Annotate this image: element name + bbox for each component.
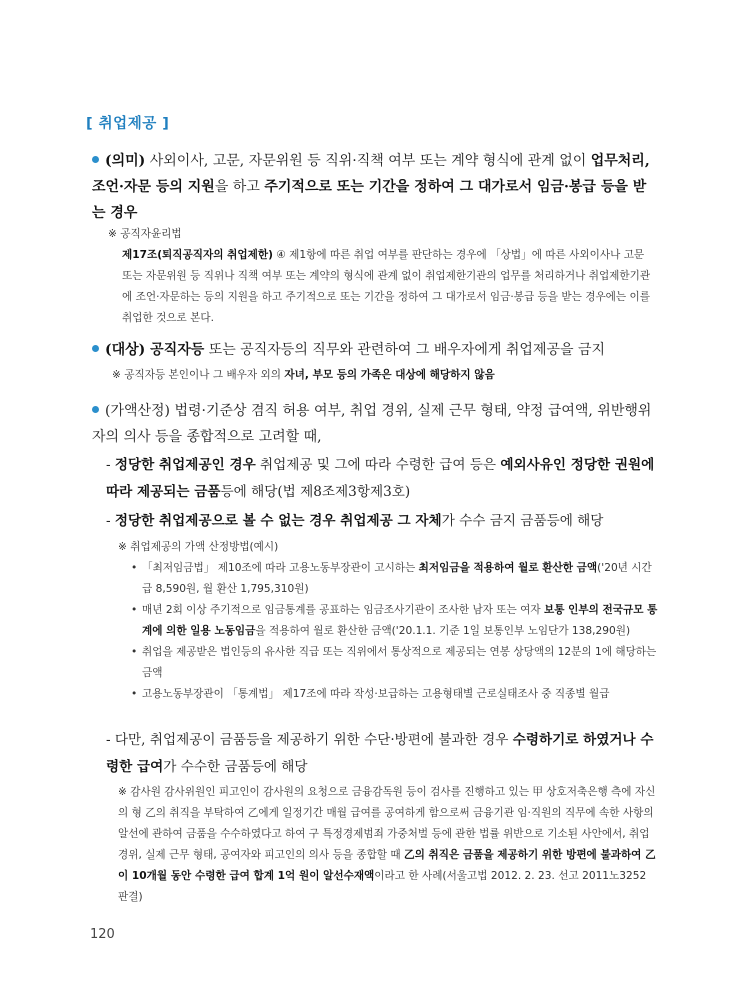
case-strong: 乙의 취직은 금품을 제공하기 위한 방편에 불과하여 乙이 10개월 동안 수령한 급여 합계 1억 원이 알선수재액: [118, 849, 656, 882]
law-label: ※ 공직자윤리법: [108, 228, 182, 240]
law-article-body: ④ 제1항에 따른 취업 여부를 판단하는 경우에 「상법」에 따른 사외이사나 고문 또는 자문위원 등 직위나 직책 여부 또는 계약의 형식에 관계 없이 취업제한기관의 업무를 처리하거나 취업제한기관에 조언·자문하는 등의 지원을 하고 주기적으로 또는 기간을 정하여 그 대가로서 임금·봉급 등을 받는 경우에는 이를 취업한 것으로 본다.: [122, 249, 651, 324]
dash-mark: -: [106, 732, 111, 748]
bullet-valuation: [92, 398, 658, 450]
calc-text: 「최저임금법」 제10조에 따라 고용노동부장관이 고시하는: [142, 562, 419, 574]
calc-text: 을 적용하여 월로 환산한 금액('20.1.1. 기준 1일 보통인부 노임단가 138,290원): [255, 625, 631, 637]
dash-legitimate: [106, 452, 658, 506]
bullet-head: (의미): [105, 153, 146, 169]
bullet-strong: 공직자등: [145, 342, 205, 358]
law-note: [108, 224, 656, 329]
calc-item: • 고용노동부장관이 「통계법」 제17조에 따라 작성·보급하는 고용형태별 근로실태조사 중 직종별 월급: [130, 684, 658, 705]
dash-strong: 정당한 취업제공으로 볼 수 없는 경우 취업제공 그 자체: [114, 513, 442, 529]
dash-mark: -: [106, 457, 111, 473]
bullet-text: 또는 공직자등의 직무와 관련하여 그 배우자에게 취업제공을 금지: [204, 342, 606, 358]
calc-text: ('20년 시간급 8,590원, 월 환산 1,795,310원): [142, 562, 652, 595]
law-article-title: 제17조(퇴직공직자의 취업제한): [122, 249, 273, 261]
case-note: [118, 782, 658, 908]
calc-text: 매년 2회 이상 주기적으로 임금통계를 공표하는 임금조사기관이 조사한 남자 또는 여자: [142, 604, 544, 616]
bullet-head: (대상): [105, 342, 146, 358]
dash-text: 다만, 취업제공이 금품등을 제공하기 위한 수단·방편에 불과한 경우: [114, 732, 513, 748]
calc-item: [130, 558, 658, 600]
page-number: 120: [90, 927, 115, 942]
bullet-dot-icon: [92, 345, 99, 352]
dash-text: 취업제공 및 그에 따라 수령한 급여 등은: [255, 457, 501, 473]
dash-strong: 수령하기로 하였거나 수령한 급여: [106, 732, 654, 775]
dash-strong: 정당한 취업제공인 경우: [114, 457, 256, 473]
dash-illegitimate: [106, 508, 658, 535]
bullet-target: [92, 337, 658, 363]
dash-text: 등에 해당(법 제8조제3항제3호): [220, 484, 411, 500]
case-text: 이라고 한 사례(서울고법 2012. 2. 23. 선고 2011노3252 판결): [118, 870, 647, 903]
note-strong: 자녀, 부모 등의 가족은 대상에 해당하지 않음: [284, 369, 495, 381]
bullet-meaning: [92, 148, 658, 226]
bullet-dot-icon: [92, 156, 99, 163]
target-note: [112, 365, 660, 386]
calc-label: ※ 취업제공의 가액 산정방법(예시): [118, 541, 279, 553]
bullet-dot-icon: [92, 406, 99, 413]
calc-item: [130, 600, 658, 642]
calc-item: • 취업을 제공받은 법인등의 유사한 직급 또는 직위에서 통상적으로 제공되는 연봉 상당액의 12분의 1에 해당하는 금액: [130, 642, 658, 684]
calc-note: [118, 537, 658, 705]
calc-strong: 최저임금을 적용하여 월로 환산한 금액: [418, 562, 598, 574]
case-text: ※ 감사원 감사위원인 피고인이 감사원의 요청으로 금융감독원 등이 검사를 진행하고 있는 甲 상호저축은행 측에 자신의 형 乙의 취직을 부탁하여 乙에게 일정기간 매월 급여를 공여하게 함으로써 금융기관 임·직원의 직무에 속한 사항의 알선에 관하여 금품을 수수하였다고 하여 구 특정경제범죄 가중처벌 등에 관한 법률 위반으로 기소된 사안에서, 취업 경위, 실제 근무 형태, 공여자와 피고인의 의사 등을 종합할 때: [118, 786, 656, 861]
law-article: [108, 245, 656, 329]
dash-mark: -: [106, 513, 111, 529]
dash-strong: 예외사유인 정당한 권원에 따라 제공되는 금품: [106, 457, 655, 500]
bullet-text: (가액산정) 법령·기준상 겸직 허용 여부, 취업 경위, 실제 근무 형태, 약정 급여액, 위반행위자의 의사 등을 종합적으로 고려할 때,: [92, 403, 652, 445]
dash-text: 가 수수한 금품등에 해당: [163, 759, 308, 775]
bullet-strong: 주기적으로 또는 기간을 정하여 그 대가로서 임금·봉급 등을 받는 경우: [92, 179, 647, 221]
dash-text: 가 수수 금지 금품등에 해당: [441, 513, 604, 529]
dash-exception: [106, 727, 658, 781]
calc-strong: 보통 인부의 전국규모 통계에 의한 일용 노동임금: [142, 604, 658, 637]
bullet-strong: 업무처리, 조언·자문 등의 지원: [92, 153, 650, 195]
section-title: [ 취업제공 ]: [86, 116, 170, 132]
note-text: ※ 공직자등 본인이나 그 배우자 외의: [112, 369, 285, 381]
bullet-text: 을 하고: [214, 179, 265, 195]
bullet-text: 사외이사, 고문, 자문위원 등 직위·직책 여부 또는 계약 형식에 관계 없이: [145, 153, 591, 169]
